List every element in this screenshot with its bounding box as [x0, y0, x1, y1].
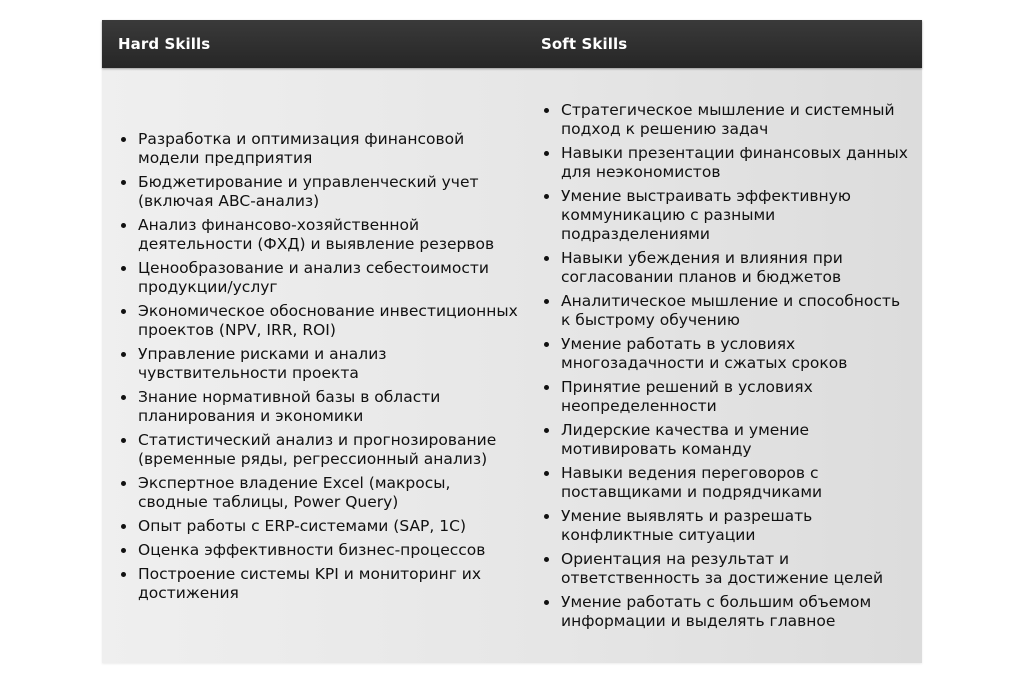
list-item: Навыки ведения переговоров с поставщиками и подрядчиками: [541, 464, 911, 502]
list-item: Умение работать в условиях многозадачности и сжатых сроков: [541, 335, 911, 373]
list-item: Аналитическое мышление и способность к быстрому обучению: [541, 292, 911, 330]
list-item: Умение работать с большим объемом информации и выделять главное: [541, 593, 911, 631]
soft-skills-list: [541, 101, 911, 636]
list-item: Опыт работы с ERP-системами (SAP, 1С): [118, 517, 518, 536]
list-item: Статистический анализ и прогнозирование (временные ряды, регрессионный анализ): [118, 431, 518, 469]
list-item: Стратегическое мышление и системный подход к решению задач: [541, 101, 911, 139]
list-item: Навыки презентации финансовых данных для неэкономистов: [541, 144, 911, 182]
list-item: Анализ финансово-хозяйственной деятельности (ФХД) и выявление резервов: [118, 216, 518, 254]
list-item: Экономическое обоснование инвестиционных проектов (NPV, IRR, ROI): [118, 302, 518, 340]
list-item: Построение системы KPI и мониторинг их достижения: [118, 565, 518, 603]
soft-skills-heading: Soft Skills: [541, 35, 628, 53]
list-item: Бюджетирование и управленческий учет (включая ABC-анализ): [118, 173, 518, 211]
list-item: Ориентация на результат и ответственность за достижение целей: [541, 550, 911, 588]
list-item: Принятие решений в условиях неопределенности: [541, 378, 911, 416]
list-item: Умение выстраивать эффективную коммуникацию с разными подразделениями: [541, 187, 911, 244]
list-item: Ценообразование и анализ себестоимости продукции/услуг: [118, 259, 518, 297]
list-item: Навыки убеждения и влияния при согласовании планов и бюджетов: [541, 249, 911, 287]
list-item: Лидерские качества и умение мотивировать команду: [541, 421, 911, 459]
skills-table: [102, 20, 922, 663]
list-item: Разработка и оптимизация финансовой модели предприятия: [118, 130, 518, 168]
list-item: Знание нормативной базы в области планирования и экономики: [118, 388, 518, 426]
list-item: Умение выявлять и разрешать конфликтные ситуации: [541, 507, 911, 545]
list-item: Экспертное владение Excel (макросы, сводные таблицы, Power Query): [118, 474, 518, 512]
hard-skills-list: [118, 130, 518, 608]
list-item: Оценка эффективности бизнес-процессов: [118, 541, 518, 560]
hard-skills-heading: Hard Skills: [118, 35, 211, 53]
list-item: Управление рисками и анализ чувствительности проекта: [118, 345, 518, 383]
table-header: [102, 20, 922, 68]
